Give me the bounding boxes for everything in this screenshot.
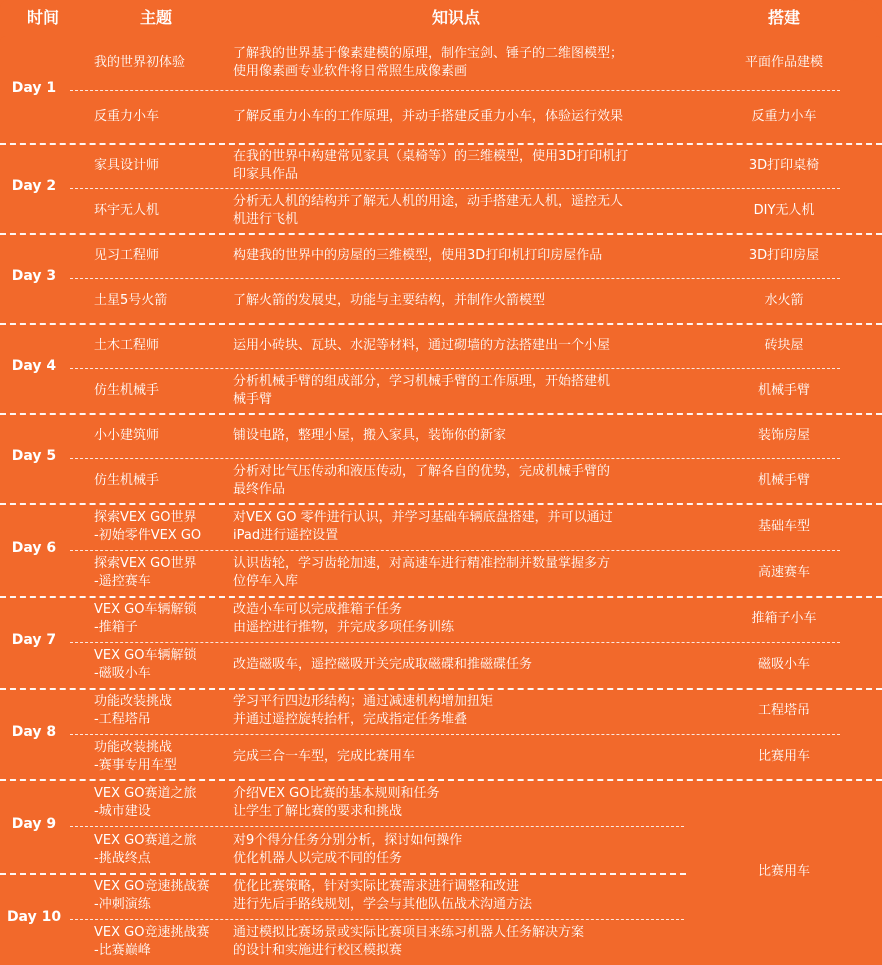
row-theme: [94, 143, 222, 188]
row-knowledge: [233, 688, 683, 734]
row-theme: [94, 919, 222, 965]
row-theme-text: 家具设计师: [94, 157, 160, 173]
row-knowledge: [233, 734, 683, 779]
row-theme: [94, 873, 222, 919]
row-knowledge: [233, 413, 683, 458]
day-label: Day 7: [11, 632, 57, 648]
day-label: Day 5: [11, 448, 57, 464]
row-knowledge-text: 了解我的世界基于像素建模的原理，制作宝剑、锤子的二维图模型； 使用像素画专业软件将日常照生成像素画: [233, 46, 624, 79]
row-knowledge: [233, 458, 683, 503]
row-build: [700, 323, 868, 368]
row-theme-text: 功能改装挑战 -工程塔吊: [94, 694, 173, 727]
row-theme-text: 功能改装挑战 -赛事专用车型: [94, 739, 177, 773]
merged-build-cell: [700, 779, 868, 965]
row-build: [700, 503, 868, 550]
row-theme-text: 仿生机械手: [94, 382, 160, 398]
row-knowledge: [233, 779, 683, 826]
row-build-text: 磁吸小车: [757, 657, 810, 672]
row-theme: [94, 368, 222, 413]
row-theme-text: 小小建筑师: [94, 427, 160, 443]
merged-build-text: 比赛用车: [757, 864, 810, 879]
row-build-text: 水火箭: [764, 292, 804, 308]
row-build: [700, 550, 868, 596]
row-theme: [94, 503, 222, 550]
row-knowledge: [233, 550, 683, 596]
row-build-text: 工程塔吊: [757, 703, 810, 718]
row-build-text: 砖块屋: [764, 337, 804, 353]
row-build-text: 基础车型: [757, 518, 810, 534]
row-knowledge-text: 改造小车可以完成推箱子任务 由遥控进行推物，并完成多项任务训练: [233, 602, 455, 635]
row-knowledge: [233, 873, 683, 919]
row-knowledge-text: 运用小砖块、瓦块、水泥等材料，通过砌墙的方法搭建出一个小屋: [233, 337, 611, 353]
row-build: [700, 734, 868, 779]
row-build-text: 3D打印房屋: [748, 247, 820, 263]
row-knowledge-text: 通过模拟比赛场景或实际比赛项目来练习机器人任务解决方案 的设计和实施进行校区模拟赛: [233, 925, 585, 958]
day-label: Day 2: [11, 178, 57, 194]
row-knowledge: [233, 368, 683, 413]
row-build: [700, 90, 868, 143]
row-build: [700, 688, 868, 734]
row-knowledge: [233, 143, 683, 188]
row-theme-text: 仿生机械手: [94, 472, 160, 488]
header-build: 搭建: [767, 8, 800, 27]
row-knowledge: [233, 596, 683, 642]
row-knowledge: [233, 503, 683, 550]
row-knowledge-text: 认识齿轮，学习齿轮加速，对高速车进行精准控制并数量掌握多方 位停车入库: [233, 556, 611, 589]
row-build-text: 3D打印桌椅: [748, 157, 820, 173]
day-label: Day 10: [6, 909, 62, 925]
row-theme-text: 环宇无人机: [94, 202, 160, 218]
row-theme: [94, 734, 222, 779]
row-build-text: 装饰房屋: [757, 427, 810, 443]
row-theme-text: VEX GO车辆解锁 -磁吸小车: [94, 648, 197, 681]
row-theme: [94, 779, 222, 826]
row-knowledge: [233, 278, 683, 323]
day-label: Day 6: [11, 540, 57, 556]
row-theme: [94, 36, 222, 90]
row-build-text: 机械手臂: [757, 382, 810, 398]
row-knowledge-text: 优化比赛策略，针对实际比赛需求进行调整和改进 进行先后手路线规划，学会与其他队伍战术沟通方法: [233, 879, 533, 912]
row-theme: [94, 90, 222, 143]
table-header: [0, 0, 882, 36]
row-build-text: 高速赛车: [757, 565, 810, 580]
row-theme-text: VEX GO车辆解锁 -推箱子: [94, 602, 197, 635]
row-build: [700, 36, 868, 90]
row-theme: [94, 550, 222, 596]
row-theme: [94, 188, 222, 233]
row-theme-text: VEX GO竞速挑战赛 -比赛巅峰: [94, 925, 210, 958]
row-theme: [94, 233, 222, 278]
row-build-text: DIY无人机: [753, 202, 815, 218]
row-build-text: 机械手臂: [757, 472, 810, 488]
row-knowledge-text: 分析对比气压传动和液压传动，了解各自的优势，完成机械手臂的 最终作品: [233, 463, 611, 497]
row-build: [700, 188, 868, 233]
row-knowledge: [233, 826, 683, 873]
row-theme-text: 见习工程师: [94, 247, 160, 263]
row-knowledge-text: 完成三合一车型，完成比赛用车: [233, 748, 416, 764]
row-knowledge-text: 对9个得分任务分别分析，探讨如何操作 优化机器人以完成不同的任务: [233, 832, 463, 866]
row-knowledge-text: 对VEX GO 零件进行认识，并学习基础车辆底盘搭建，并可以通过 iPad进行遥控设置: [233, 509, 613, 543]
row-build-text: 平面作品建模: [744, 55, 823, 70]
row-build-text: 反重力小车: [751, 108, 817, 124]
day-label: Day 9: [11, 816, 57, 832]
row-knowledge-text: 了解反重力小车的工作原理，并动手搭建反重力小车，体验运行效果: [233, 108, 624, 124]
row-build: [700, 143, 868, 188]
row-theme: [94, 323, 222, 368]
header-theme: 主题: [139, 8, 172, 27]
header-time: 时间: [26, 8, 59, 27]
row-knowledge-text: 学习平行四边形结构；通过减速机构增加扭矩 并通过遥控旋转抬杆，完成指定任务堆叠: [233, 694, 494, 727]
row-theme-text: 探索VEX GO世界 -遥控赛车: [94, 556, 197, 589]
row-build: [700, 233, 868, 278]
row-knowledge-text: 分析无人机的结构并了解无人机的用途，动手搭建无人机，遥控无人 机进行飞机: [233, 193, 624, 227]
row-theme: [94, 642, 222, 688]
row-knowledge: [233, 642, 683, 688]
row-build: [700, 596, 868, 642]
day-label: Day 8: [11, 724, 57, 740]
row-knowledge: [233, 188, 683, 233]
day-label: Day 3: [11, 268, 57, 284]
row-knowledge: [233, 323, 683, 368]
row-build: [700, 368, 868, 413]
row-knowledge-text: 改造磁吸车，遥控磁吸开关完成取磁碟和推磁碟任务: [233, 657, 533, 672]
row-theme-text: 土木工程师: [94, 337, 160, 353]
row-theme-text: 土星5号火箭: [94, 292, 168, 308]
row-theme: [94, 413, 222, 458]
row-theme-text: VEX GO赛道之旅 -挑战终点: [94, 832, 197, 866]
row-knowledge-text: 铺设电路，整理小屋，搬入家具，装饰你的新家: [233, 427, 507, 443]
row-theme: [94, 596, 222, 642]
day-label: Day 4: [11, 358, 57, 374]
row-knowledge-text: 分析机械手臂的组成部分，学习机械手臂的工作原理，开始搭建机 械手臂: [233, 373, 611, 407]
row-theme-text: VEX GO赛道之旅 -城市建设: [94, 785, 197, 819]
row-build: [700, 458, 868, 503]
row-build-text: 比赛用车: [757, 748, 810, 764]
row-theme-text: 反重力小车: [94, 108, 160, 124]
row-knowledge: [233, 36, 683, 90]
row-knowledge-text: 介绍VEX GO比赛的基本规则和任务 让学生了解比赛的要求和挑战: [233, 785, 440, 819]
row-build: [700, 278, 868, 323]
row-knowledge-text: 构建我的世界中的房屋的三维模型，使用3D打印机打印房屋作品: [233, 247, 603, 263]
day-label: Day 1: [11, 80, 57, 96]
row-knowledge: [233, 919, 683, 965]
header-knowledge: 知识点: [431, 8, 480, 27]
row-build: [700, 413, 868, 458]
row-build-text: 推箱子小车: [751, 611, 817, 626]
row-knowledge: [233, 90, 683, 143]
row-theme-text: VEX GO竞速挑战赛 -冲刺演练: [94, 879, 210, 912]
row-theme: [94, 458, 222, 503]
row-build: [700, 642, 868, 688]
row-theme: [94, 278, 222, 323]
row-knowledge-text: 了解火箭的发展史，功能与主要结构，并制作火箭模型: [233, 292, 546, 308]
row-theme: [94, 688, 222, 734]
row-theme-text: 探索VEX GO世界 -初始零件VEX GO: [94, 509, 202, 543]
row-theme-text: 我的世界初体验: [94, 55, 186, 70]
row-knowledge-text: 在我的世界中构建常见家具（桌椅等）的三维模型，使用3D打印机打 印家具作品: [233, 148, 629, 182]
row-knowledge: [233, 233, 683, 278]
row-theme: [94, 826, 222, 873]
